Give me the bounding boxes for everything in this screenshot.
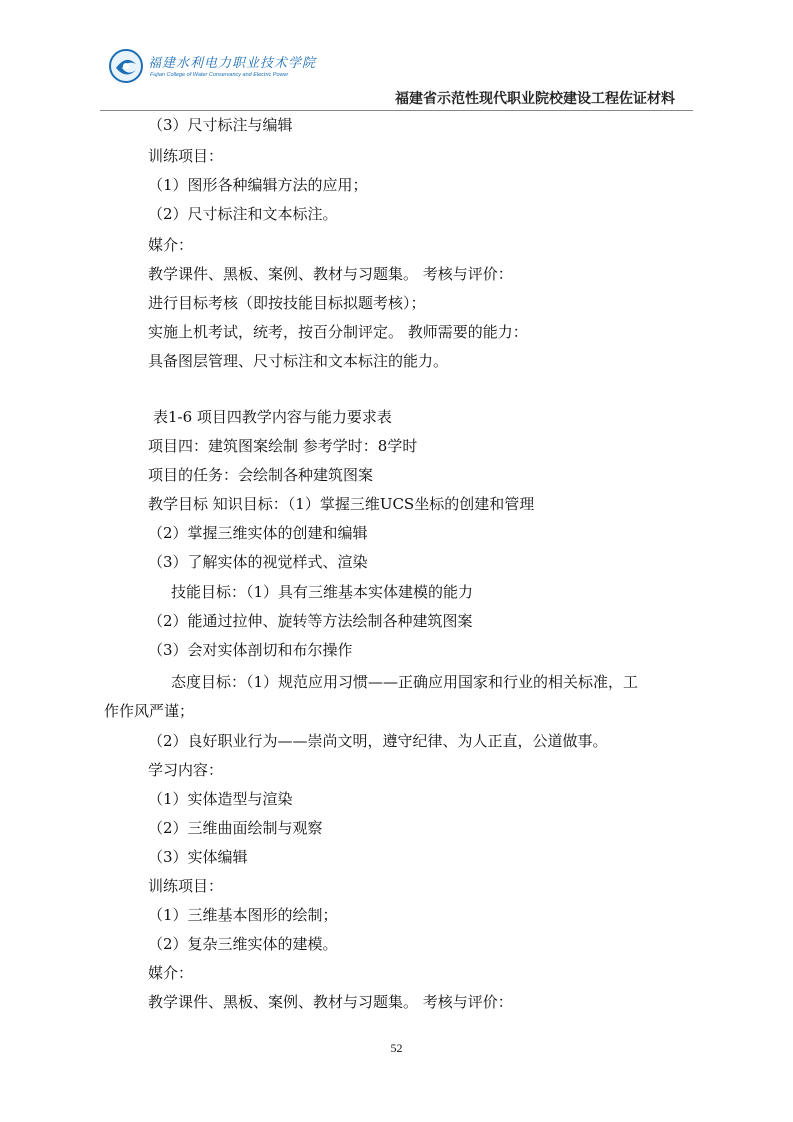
body-line: （2）尺寸标注和文本标注。 — [148, 205, 338, 223]
body-line: 教学课件、黑板、案例、教材与习题集。 考核与评价： — [148, 265, 513, 283]
body-line: 媒介： — [148, 236, 194, 254]
header-divider — [100, 110, 693, 111]
body-line: 具备图层管理、尺寸标注和文本标注的能力。 — [148, 352, 449, 370]
body-line: （3）实体编辑 — [148, 848, 248, 866]
page-number: 52 — [390, 1041, 403, 1055]
body-line: 教学目标 知识目标：（1）掌握三维UCS坐标的创建和管理 — [148, 495, 535, 513]
body-line: 进行目标考核（即按技能目标拟题考核）； — [148, 294, 426, 312]
body-line: 技能目标：（1）具有三维基本实体建模的能力 — [171, 583, 474, 601]
body-line: （1）三维基本图形的绘制； — [148, 906, 338, 924]
body-line: 项目四：建筑图案绘制 参考学时：8学时 — [148, 437, 418, 455]
body-line: 媒介： — [148, 964, 194, 982]
body-line: （1）图形各种编辑方法的应用； — [148, 176, 368, 194]
body-line: （3）会对实体剖切和布尔操作 — [148, 641, 353, 659]
body-line: 态度目标：（1）规范应用习惯——正确应用国家和行业的相关标准，工 — [171, 673, 639, 691]
body-line: 训练项目： — [148, 877, 224, 895]
table-caption: 表1-6 项目四教学内容与能力要求表 — [153, 408, 392, 426]
body-line: 作作风严谨； — [104, 702, 195, 720]
body-line: 学习内容： — [148, 761, 224, 779]
body-line: （2）复杂三维实体的建模。 — [148, 935, 338, 953]
logo-english-name: Fujian College of Water Conservancy and Electric Power — [150, 72, 289, 78]
body-line: （2）掌握三维实体的创建和编辑 — [148, 524, 368, 542]
body-line: 训练项目： — [148, 147, 224, 165]
college-logo — [108, 48, 317, 92]
body-line: （1）实体造型与渲染 — [148, 790, 293, 808]
header-title: 福建省示范性现代职业院校建设工程佐证材料 — [395, 91, 675, 107]
body-line: 项目的任务：会绘制各种建筑图案 — [148, 466, 374, 484]
body-line: 实施上机考试，统考，按百分制评定。 教师需要的能力： — [148, 323, 528, 341]
logo-chinese-name: 福建水利电力职业技术学院 — [148, 56, 317, 71]
body-line: （2）三维曲面绘制与观察 — [148, 819, 323, 837]
body-line: （2）良好职业行为——崇尚文明，遵守纪律、为人正直，公道做事。 — [148, 732, 608, 750]
college-emblem-icon — [108, 48, 144, 84]
body-line: （2）能通过拉伸、旋转等方法绘制各种建筑图案 — [148, 612, 473, 630]
body-line: （3）尺寸标注与编辑 — [148, 116, 293, 134]
body-line: 教学课件、黑板、案例、教材与习题集。 考核与评价： — [148, 993, 513, 1011]
body-line: （3）了解实体的视觉样式、渲染 — [148, 553, 368, 571]
